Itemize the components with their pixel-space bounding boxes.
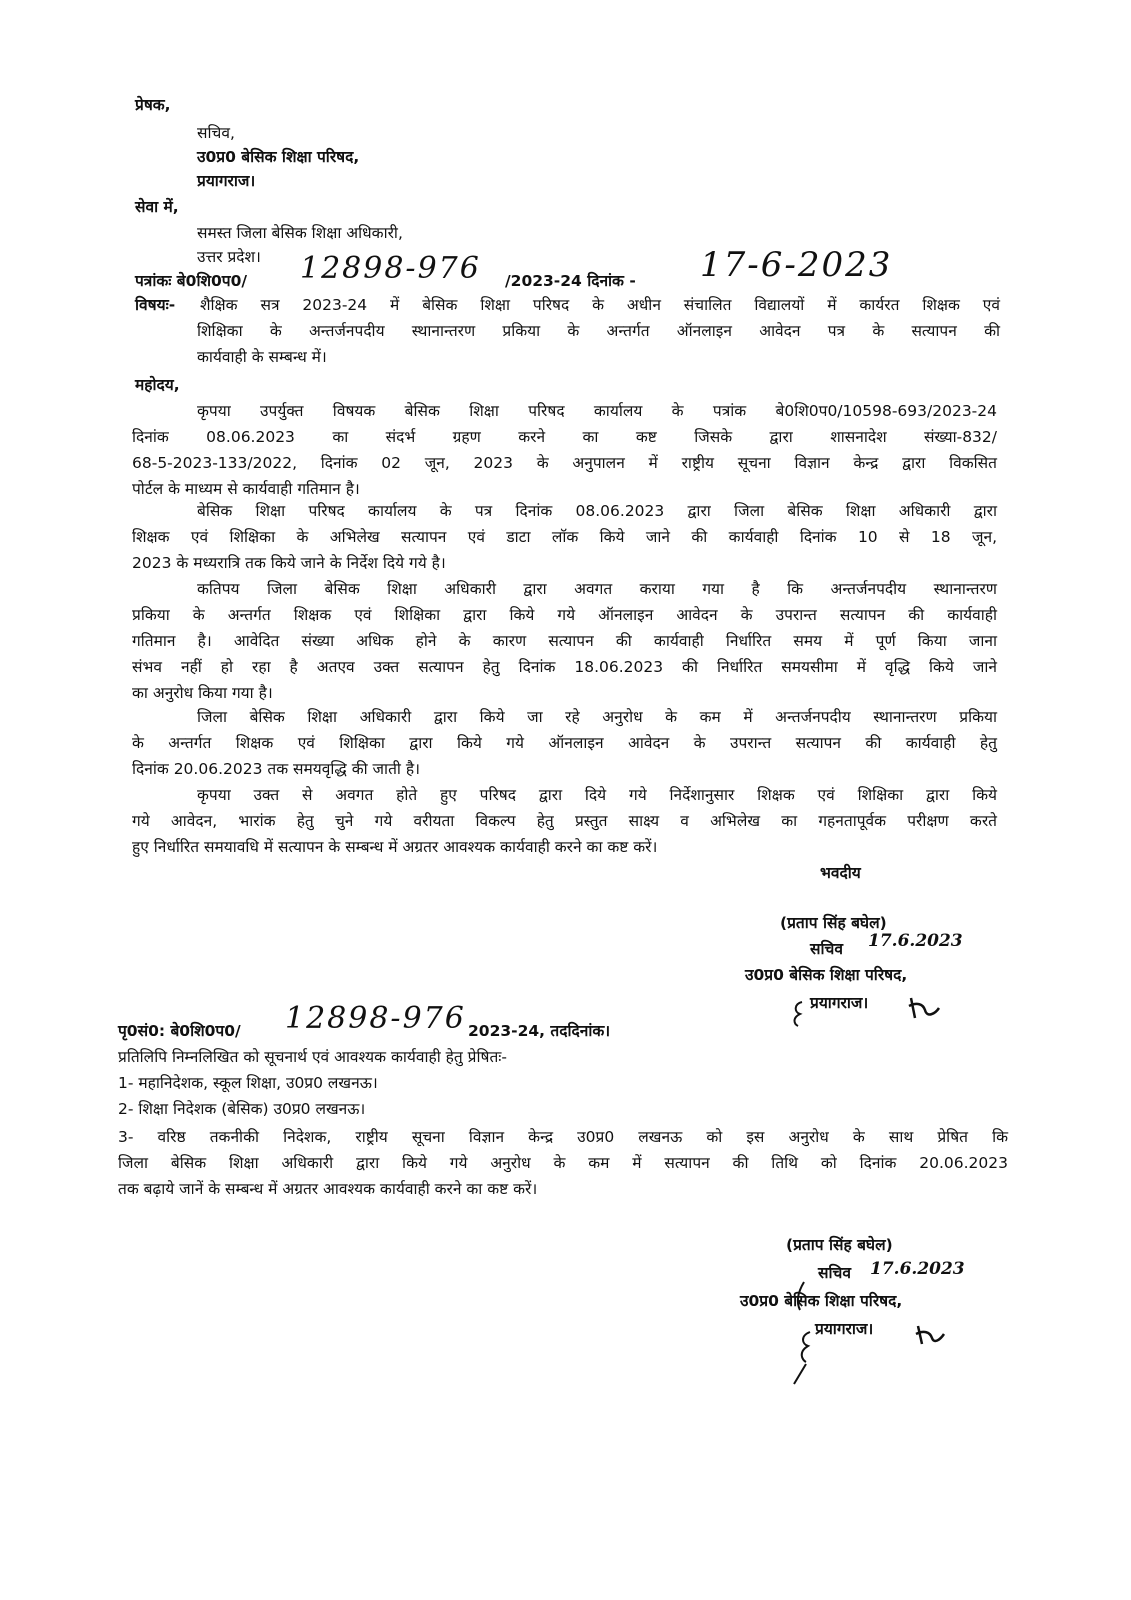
closing2-city: प्रयागराज। bbox=[815, 1320, 874, 1338]
para2-line1: बेसिक शिक्षा परिषद कार्यालय के पत्र दिनांक 08.06.2023 द्वारा जिला बेसिक शिक्षा अधिकारी द्वारा bbox=[197, 502, 997, 520]
para1-line4: पोर्टल के माध्यम से कार्यवाही गतिमान है। bbox=[132, 480, 360, 498]
endorsement-item1: 1- महानिदेशक, स्कूल शिक्षा, उ0प्र0 लखनऊ। bbox=[118, 1074, 378, 1092]
endorsement-item3-line1: 3- वरिष्ठ तकनीकी निदेशक, राष्ट्रीय सूचना विज्ञान केन्द्र उ0प्र0 लखनऊ को इस अनुरोध के साथ प्रेषित कि bbox=[118, 1128, 1008, 1146]
subject-label: विषयः- bbox=[135, 296, 176, 314]
closing2-sign-date: 17.6.2023 bbox=[870, 1259, 965, 1279]
endorsement-item3-line3: तक बढ़ाये जानें के सम्बन्ध में अग्रतर आवश्यक कार्यवाही करने का कष्ट करें। bbox=[118, 1180, 538, 1198]
para5-line1: कृपया उक्त से अवगत होते हुए परिषद द्वारा दिये गये निर्देशानुसार शिक्षक एवं शिक्षिका द्वारा किये bbox=[197, 786, 997, 804]
para3-line4: संभव नहीं हो रहा है अतएव उक्त सत्यापन हेतु दिनांक 18.06.2023 की निर्धारित समयसीमा में वृद्धि किये जाने bbox=[132, 658, 997, 676]
closing2-name: (प्रताप सिंह बघेल) bbox=[786, 1236, 893, 1254]
para4-line3: दिनांक 20.06.2023 तक समयवृद्धि की जाती है। bbox=[132, 760, 420, 778]
subject-line3: कार्यवाही के सम्बन्ध में। bbox=[197, 348, 327, 366]
reference-label: पत्रांकः बे0शि0प0/ bbox=[135, 272, 248, 290]
para4-line1: जिला बेसिक शिक्षा अधिकारी द्वारा किये जा रहे अनुरोध के कम में अन्तर्जनपदीय स्थानान्तरण प्रकिया bbox=[197, 708, 997, 726]
para3-line5: का अनुरोध किया गया है। bbox=[132, 684, 273, 702]
para2-line2: शिक्षक एवं शिक्षिका के अभिलेख सत्यापन एवं डाटा लॉक किये जाने की कार्यवाही दिनांक 10 से 18 जून, bbox=[132, 528, 997, 546]
sender-designation: सचिव, bbox=[197, 124, 235, 142]
initials-mark-1 bbox=[905, 990, 945, 1030]
para3-line1: कतिपय जिला बेसिक शिक्षा अधिकारी द्वारा अवगत कराया गया है कि अन्तर्जनपदीय स्थानान्तरण bbox=[197, 580, 997, 598]
subject-line1: शैक्षिक सत्र 2023-24 में बेसिक शिक्षा परिषद के अधीन संचालित विद्यालयों में कार्यरत शिक्षक एवं bbox=[200, 296, 1000, 314]
sender-org: उ0प्र0 बेसिक शिक्षा परिषद, bbox=[197, 148, 360, 166]
para5-line2: गये आवेदन, भारांक हेतु चुने गये वरीयता विकल्प हेतु प्रस्तुत साक्ष्य व अभिलेख का गहनतापूर्वक परीक्षण करते bbox=[132, 812, 997, 830]
para3-line2: प्रकिया के अन्तर्गत शिक्षक एवं शिक्षिका द्वारा किये गये ऑनलाइन आवेदन के उपरान्त सत्यापन की कार्यवाही bbox=[132, 606, 997, 624]
endorsement-number-handwritten: 12898-976 bbox=[285, 1001, 466, 1036]
endorsement-label: पृ0सं0: बे0शि0प0/ bbox=[118, 1022, 241, 1040]
endorsement-item3-line2: जिला बेसिक शिक्षा अधिकारी द्वारा किये गये अनुरोध के कम में सत्यापन की तिथि को दिनांक 20.06.2023 bbox=[118, 1154, 1008, 1172]
closing2-designation: सचिव bbox=[818, 1264, 851, 1282]
closing-yours: भवदीय bbox=[820, 864, 861, 882]
recipient-line2: उत्तर प्रदेश। bbox=[197, 248, 261, 266]
reference-year: /2023-24 दिनांक - bbox=[505, 272, 636, 290]
recipient-line1: समस्त जिला बेसिक शिक्षा अधिकारी, bbox=[197, 224, 403, 242]
para5-line3: हुए निर्धारित समयावधि में सत्यापन के सम्बन्ध में अग्रतर आवश्यक कार्यवाही करने का कष्ट करें। bbox=[132, 838, 658, 856]
endorsement-year: 2023-24, तददिनांक। bbox=[468, 1022, 611, 1040]
reference-number-handwritten: 12898-976 bbox=[300, 251, 481, 286]
para1-line3: 68-5-2023-133/2022, दिनांक 02 जून, 2023 के अनुपालन में राष्ट्रीय सूचना विज्ञान केन्द्र द्वारा विकसित bbox=[132, 454, 997, 472]
closing-sign-date: 17.6.2023 bbox=[868, 931, 963, 951]
para1-line1: कृपया उपर्युक्त विषयक बेसिक शिक्षा परिषद कार्यालय के पत्रांक बे0शि0प0/10598-693/2023-24 bbox=[197, 402, 997, 420]
para2-line3: 2023 के मध्यरात्रि तक किये जाने के निर्देश दिये गये है। bbox=[132, 554, 446, 572]
closing2-org: उ0प्र0 बेसिक शिक्षा परिषद, bbox=[740, 1292, 903, 1310]
sender-label: प्रेषक, bbox=[135, 96, 171, 114]
closing-name: (प्रताप सिंह बघेल) bbox=[780, 914, 887, 932]
subject-line2: शिक्षिका के अन्तर्जनपदीय स्थानान्तरण प्रकिया के अन्तर्गत ऑनलाइन आवेदन पत्र के सत्यापन की bbox=[197, 322, 1000, 340]
signature-stroke-2 bbox=[780, 1280, 820, 1390]
endorsement-item2: 2- शिक्षा निदेशक (बेसिक) उ0प्र0 लखनऊ। bbox=[118, 1100, 366, 1118]
salutation: महोदय, bbox=[135, 376, 180, 394]
endorsement-intro: प्रतिलिपि निम्नलिखित को सूचनार्थ एवं आवश्यक कार्यवाही हेतु प्रेषितः- bbox=[118, 1048, 508, 1066]
sender-city: प्रयागराज। bbox=[197, 172, 256, 190]
para1-line2: दिनांक 08.06.2023 का संदर्भ ग्रहण करने का कष्ट जिसके द्वारा शासनादेश संख्या-832/ bbox=[132, 428, 997, 446]
closing-designation: सचिव bbox=[810, 940, 843, 958]
initials-mark-2 bbox=[912, 1320, 948, 1350]
para3-line3: गतिमान है। आवेदित संख्या अधिक होने के कारण सत्यापन की कार्यवाही निर्धारित समय में पूर्ण किया जाना bbox=[132, 632, 997, 650]
signature-stroke-1 bbox=[788, 998, 808, 1028]
reference-date-handwritten: 17-6-2023 bbox=[700, 245, 893, 285]
closing-city: प्रयागराज। bbox=[810, 994, 869, 1012]
para4-line2: के अन्तर्गत शिक्षक एवं शिक्षिका द्वारा किये गये ऑनलाइन आवेदन के उपरान्त सत्यापन की कार्यवाही हेतु bbox=[132, 734, 997, 752]
to-label: सेवा में, bbox=[135, 198, 179, 216]
closing-org: उ0प्र0 बेसिक शिक्षा परिषद, bbox=[745, 966, 908, 984]
